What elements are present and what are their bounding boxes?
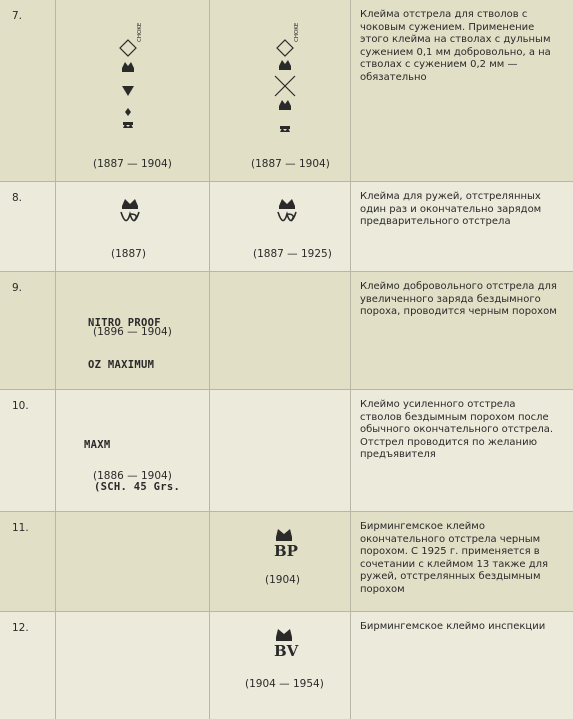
stamp-line: (SCH. 45 Grs.	[94, 481, 181, 493]
column-divider	[350, 512, 351, 611]
column-divider	[209, 612, 210, 719]
column-divider	[350, 182, 351, 271]
row-number: 12.	[12, 622, 29, 634]
column-divider	[55, 512, 56, 611]
choke-proof-mark-column1	[110, 18, 150, 138]
column-divider	[55, 272, 56, 389]
date-range-column1: (1887 — 1904)	[93, 158, 172, 170]
column-divider	[209, 390, 210, 511]
svg-text:CHOKE: CHOKE	[294, 22, 300, 42]
bv-inspection-letters: BV	[274, 642, 299, 660]
bp-proof-letters: BP	[274, 542, 298, 560]
column-divider	[209, 0, 210, 181]
table-row-10	[0, 390, 573, 512]
crown-icon	[273, 526, 295, 542]
date-column1: (1887)	[111, 248, 146, 260]
row-number: 11.	[12, 522, 29, 534]
date-range-column2: (1887 — 1904)	[251, 158, 330, 170]
column-divider	[350, 272, 351, 389]
crown-icon	[273, 626, 295, 642]
column-divider	[55, 390, 56, 511]
date-range-column1: (1886 — 1904)	[93, 470, 172, 482]
table-row-12	[0, 612, 573, 719]
column-divider	[55, 612, 56, 719]
row-description: Клеймо усиленного отстрела стволов бездымным порохом после обычного окончательного отстрела. Отстрел проводится по желанию предъявителя	[360, 399, 554, 461]
column-divider	[350, 612, 351, 719]
nitro-proof-stamp	[88, 288, 161, 400]
row-description: Клеймо добровольного отстрела для увеличенного заряда бездымного пороха, проводится черным порохом	[360, 281, 557, 318]
row-number: 7.	[12, 10, 23, 22]
row-number: 9.	[12, 282, 23, 294]
table-row-9	[0, 272, 573, 390]
row-description: Клейма отстрела для стволов с чоковым сужением. Применение этого клейма на стволах с дульным сужением 0,1 мм добровольно, а на стволах с сужением 0,2 мм — обязательно	[360, 9, 551, 83]
column-divider	[55, 0, 56, 181]
date-range-column2: (1904 — 1954)	[245, 678, 324, 690]
crowned-cipher-mark-column1	[116, 196, 144, 230]
column-divider	[209, 182, 210, 271]
date-column2: (1904)	[265, 574, 300, 586]
column-divider	[209, 272, 210, 389]
column-divider	[350, 390, 351, 511]
stamp-line: NITRO PROOF	[88, 317, 161, 329]
date-range-column2: (1887 — 1925)	[253, 248, 332, 260]
column-divider	[209, 512, 210, 611]
row-number: 8.	[12, 192, 23, 204]
date-range-column1: (1896 — 1904)	[93, 326, 172, 338]
table-row-8	[0, 182, 573, 272]
table-row-11	[0, 512, 573, 612]
crowned-cipher-mark-column2	[273, 196, 301, 230]
row-number: 10.	[12, 400, 29, 412]
column-divider	[55, 182, 56, 271]
row-description: Клейма для ружей, отстрелянных один раз и окончательно зарядом предварительного отстрела	[360, 191, 542, 228]
svg-text:CHOKE: CHOKE	[137, 22, 143, 42]
stamp-line: MAXM	[84, 439, 111, 451]
table-row-7	[0, 0, 573, 182]
column-divider	[350, 0, 351, 181]
choke-proof-mark-column2	[267, 18, 307, 143]
row-description: Бирмингемское клеймо окончательного отстрела черным порохом. С 1925 г. применяется в сочетании с клеймом 13 также для ружей, отстрелянных бездымным порохом	[360, 521, 549, 595]
row-description: Бирмингемское клеймо инспекции	[360, 621, 546, 632]
stamp-line: OZ MAXIMUM	[88, 359, 155, 371]
